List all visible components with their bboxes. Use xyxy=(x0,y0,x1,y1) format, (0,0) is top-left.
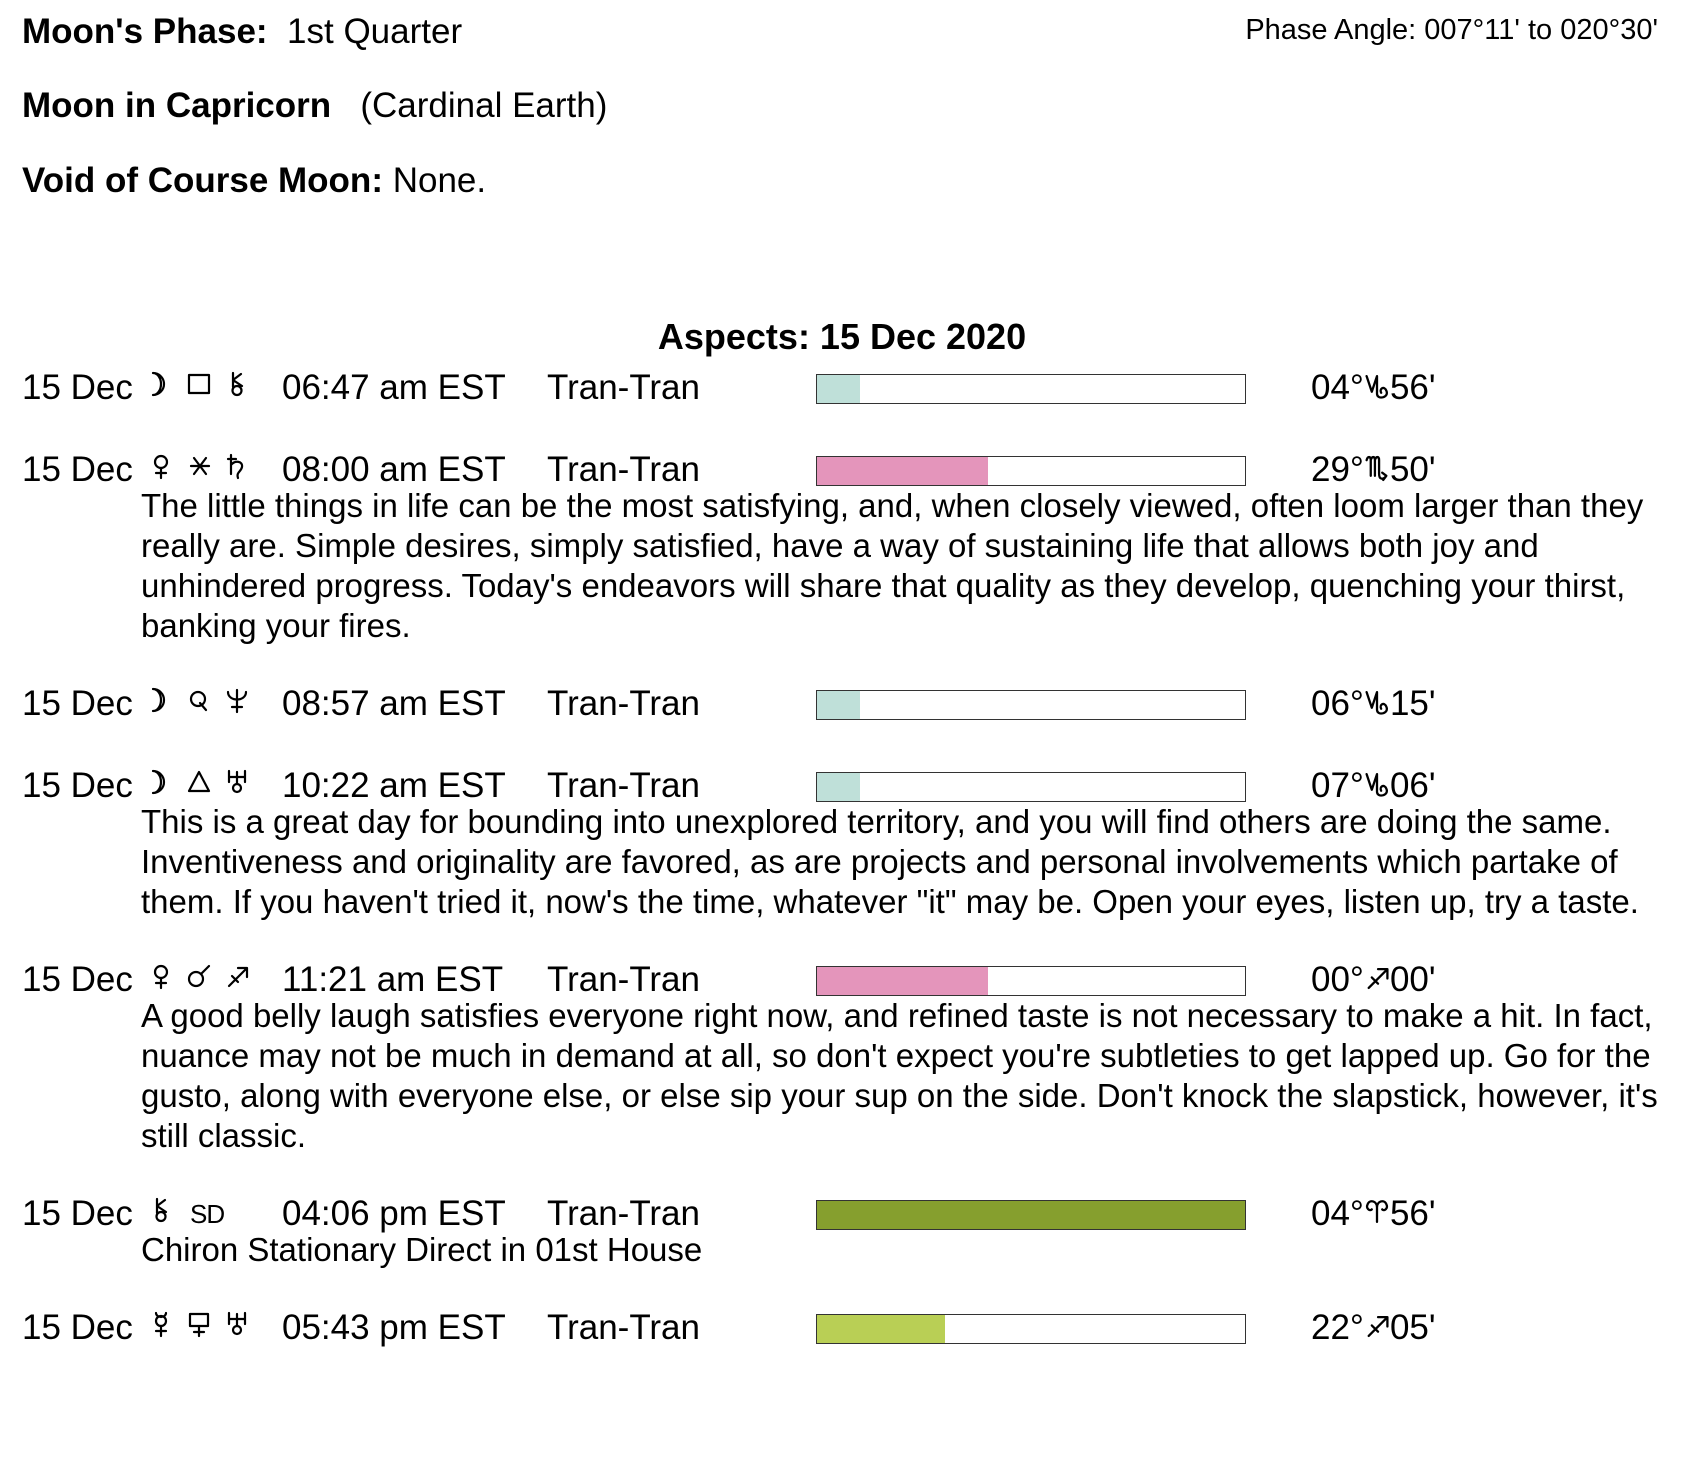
strength-bar xyxy=(816,374,1246,404)
aspect-row xyxy=(0,1190,1684,1238)
strength-bar xyxy=(816,1200,1246,1230)
moon-icon xyxy=(150,688,172,713)
aspect-glyphs xyxy=(150,446,272,494)
aspect-date: 15 Dec xyxy=(22,1194,133,1233)
aspect-entry-3 xyxy=(0,680,1684,728)
square-icon xyxy=(188,372,210,397)
aspect-type: Tran-Tran xyxy=(547,684,700,723)
venus-icon xyxy=(150,454,172,479)
sagittarius-icon xyxy=(1365,965,1389,991)
mercury-icon xyxy=(150,1312,172,1337)
aspect-glyphs xyxy=(150,680,272,728)
aspect-row xyxy=(0,762,1684,810)
capricorn-icon xyxy=(1365,689,1389,715)
quintile-icon xyxy=(188,688,210,713)
aspect-date: 15 Dec xyxy=(22,766,133,805)
position-minutes: 06' xyxy=(1389,766,1436,805)
aspect-type: Tran-Tran xyxy=(547,450,700,489)
aspect-entry-5 xyxy=(0,956,1684,1156)
aspect-glyphs xyxy=(150,1304,272,1352)
strength-bar xyxy=(816,456,1246,486)
chiron-icon xyxy=(150,1198,172,1223)
aspect-position xyxy=(1311,1304,1436,1352)
strength-bar-fill xyxy=(817,375,860,403)
aspect-position xyxy=(1311,1190,1436,1238)
strength-bar-fill xyxy=(817,967,988,995)
aspect-type: Tran-Tran xyxy=(547,1194,700,1233)
quincunx-icon xyxy=(188,1312,210,1337)
strength-bar-fill xyxy=(817,1201,1245,1229)
aspect-glyphs xyxy=(150,762,272,810)
aspect-row xyxy=(0,956,1684,1004)
moon-phase-value: 1st Quarter xyxy=(287,12,463,51)
aspect-type: Tran-Tran xyxy=(547,766,700,805)
aspect-row xyxy=(0,446,1684,494)
trine-icon xyxy=(188,770,210,795)
aspect-date: 15 Dec xyxy=(22,450,133,489)
aspect-time: 08:57 am EST xyxy=(282,684,506,723)
moon-sign-label: Moon in Capricorn xyxy=(22,86,332,125)
uranus-icon xyxy=(226,1312,248,1337)
aspect-interpretation: Chiron Stationary Direct in 01st House xyxy=(141,1231,703,1268)
position-minutes: 50' xyxy=(1389,450,1436,489)
aspect-interpretation: The little things in life can be the most satisfying, and, when closely viewed, often loom larger than they really are. Simple desires, simply satisfied, have a way of sustaining life that allows both joy and unhindered progress. Today's endeavors will share that quality as they develop, quenching your thirst, banking your fires. xyxy=(141,487,1644,644)
aspect-time: 04:06 pm EST xyxy=(282,1194,506,1233)
strength-bar xyxy=(816,772,1246,802)
strength-bar xyxy=(816,1314,1246,1344)
aspect-date: 15 Dec xyxy=(22,1308,133,1347)
aspect-date: 15 Dec xyxy=(22,684,133,723)
strength-bar xyxy=(816,690,1246,720)
position-minutes: 00' xyxy=(1389,960,1436,999)
capricorn-sign xyxy=(1364,680,1390,728)
aries-sign xyxy=(1364,1190,1390,1238)
position-degrees: 07° xyxy=(1311,766,1364,805)
aspects-title: Aspects: 15 Dec 2020 xyxy=(657,316,1027,357)
sextile-icon xyxy=(188,454,210,479)
position-degrees: 04° xyxy=(1311,368,1364,407)
moon-sign-element: (Cardinal Earth) xyxy=(360,86,608,125)
aspect-time: 11:21 am EST xyxy=(282,960,504,999)
aspect-glyphs xyxy=(150,1190,272,1238)
conjunction-icon xyxy=(188,964,210,989)
aspect-glyphs xyxy=(150,956,272,1004)
aspect-entry-1 xyxy=(0,364,1684,412)
aspect-entry-4 xyxy=(0,762,1684,922)
aspect-time: 06:47 am EST xyxy=(282,368,506,407)
position-degrees: 00° xyxy=(1311,960,1364,999)
moon-icon xyxy=(150,770,172,795)
aspect-interpretation: A good belly laugh satisfies everyone right now, and refined taste is not necessary to make a hit. In fact, nuance may not be much in demand at all, so don't expect you're subtleties to get lapped up. Go for the gusto, along with everyone else, or else sip your sup on the side. Don't knock the slapstick, however, it's still classic. xyxy=(141,997,1658,1154)
capricorn-sign xyxy=(1364,364,1390,412)
uranus-icon xyxy=(226,770,248,795)
station-label: SD xyxy=(190,1199,225,1229)
chiron-icon xyxy=(226,372,248,397)
scorpio-sign xyxy=(1364,446,1390,494)
position-degrees: 22° xyxy=(1311,1308,1364,1347)
aspect-date: 15 Dec xyxy=(22,368,133,407)
moon-icon xyxy=(150,372,172,397)
aries-icon xyxy=(1365,1199,1389,1225)
aspect-entry-6 xyxy=(0,1190,1684,1270)
void-of-course-value: None. xyxy=(392,161,487,200)
position-degrees: 06° xyxy=(1311,684,1364,723)
aspect-position xyxy=(1311,364,1436,412)
scorpio-icon xyxy=(1365,455,1389,481)
position-degrees: 29° xyxy=(1311,450,1364,489)
aspect-type: Tran-Tran xyxy=(547,368,700,407)
aspect-row xyxy=(0,680,1684,728)
aspect-row xyxy=(0,1304,1684,1352)
aspect-interpretation: This is a great day for bounding into unexplored territory, and you will find others are doing the same. Inventiveness and originality are favored, as are projects and personal involvements which partake of them. If you haven't tried it, now's the time, whatever "it" may be. Open your eyes, listen up, try a taste. xyxy=(141,803,1639,920)
neptune-icon xyxy=(226,688,248,713)
position-degrees: 04° xyxy=(1311,1194,1364,1233)
sagittarius-sign xyxy=(1364,956,1390,1004)
aspect-time: 10:22 am EST xyxy=(282,766,506,805)
aspect-position xyxy=(1311,956,1436,1004)
saturn-icon xyxy=(226,454,248,479)
sagittarius-icon xyxy=(226,964,248,989)
aspect-entry-2 xyxy=(0,446,1684,646)
void-of-course-label: Void of Course Moon: xyxy=(22,161,383,200)
capricorn-icon xyxy=(1365,771,1389,797)
moon-phase-line xyxy=(22,12,462,52)
aspect-glyphs xyxy=(150,364,272,412)
position-minutes: 56' xyxy=(1389,368,1436,407)
position-minutes: 56' xyxy=(1389,1194,1436,1233)
aspect-row xyxy=(0,364,1684,412)
aspect-list xyxy=(0,364,1684,1386)
aspect-time: 05:43 pm EST xyxy=(282,1308,506,1347)
strength-bar-fill xyxy=(817,1315,945,1343)
strength-bar-fill xyxy=(817,773,860,801)
aspect-position xyxy=(1311,680,1436,728)
aspect-type: Tran-Tran xyxy=(547,1308,700,1347)
aspect-position xyxy=(1311,762,1436,810)
aspect-type: Tran-Tran xyxy=(547,960,700,999)
void-of-course-line xyxy=(22,161,486,201)
venus-icon xyxy=(150,964,172,989)
capricorn-sign xyxy=(1364,762,1390,810)
aspect-position xyxy=(1311,446,1436,494)
capricorn-icon xyxy=(1365,373,1389,399)
aspect-date: 15 Dec xyxy=(22,960,133,999)
position-minutes: 05' xyxy=(1389,1308,1436,1347)
moon-sign-line xyxy=(22,86,607,126)
phase-angle: Phase Angle: 007°11' to 020°30' xyxy=(1245,14,1658,46)
moon-phase-label: Moon's Phase: xyxy=(22,12,268,51)
aspect-entry-7 xyxy=(0,1304,1684,1352)
strength-bar xyxy=(816,966,1246,996)
position-minutes: 15' xyxy=(1389,684,1436,723)
sagittarius-sign xyxy=(1364,1304,1390,1352)
strength-bar-fill xyxy=(817,457,988,485)
strength-bar-fill xyxy=(817,691,860,719)
sagittarius-icon xyxy=(1365,1313,1389,1339)
aspect-time: 08:00 am EST xyxy=(282,450,506,489)
